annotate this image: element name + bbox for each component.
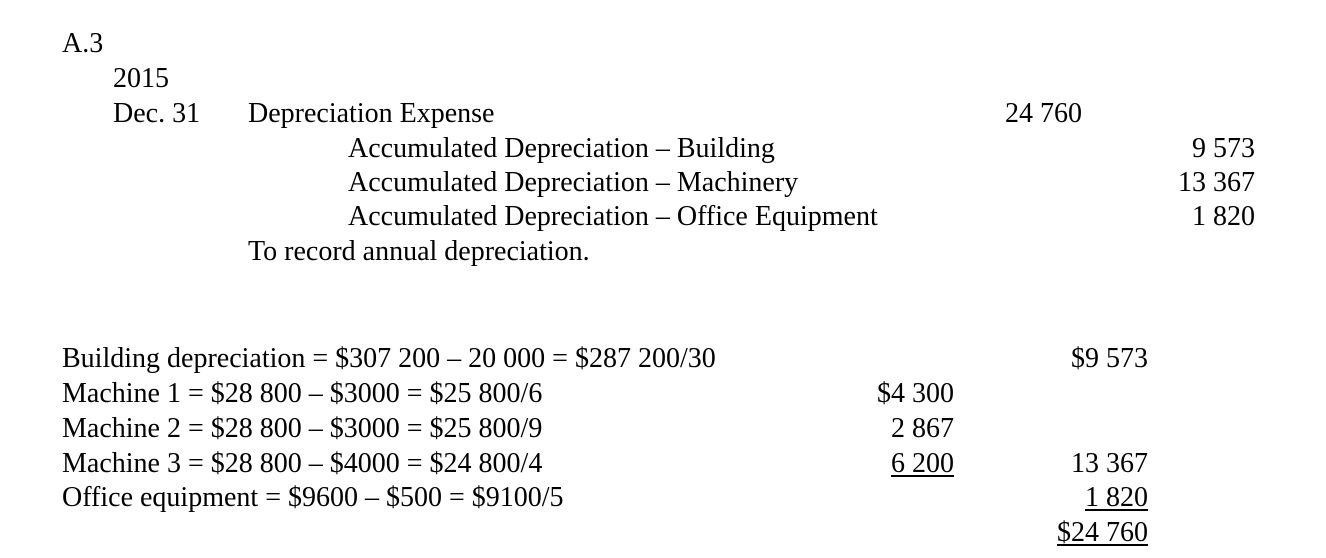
calc-label-machine-1: Machine 1 = $28 800 – $3000 = $25 800/6: [62, 378, 543, 409]
calc-sub-machine-3: [820, 450, 954, 478]
calc-total-office-equipment: [1000, 484, 1148, 512]
debit-account: Depreciation Expense: [248, 98, 495, 129]
calc-label-office-equipment: Office equipment = $9600 – $500 = $9100/5: [62, 482, 564, 513]
credit-account-machinery: Accumulated Depreciation – Machinery: [348, 167, 799, 198]
journal-year: 2015: [113, 63, 169, 94]
credit-amount-machinery: 13 367: [1178, 167, 1255, 198]
calc-sub-machine-3-value: 6 200: [891, 448, 954, 479]
calc-total-machinery: 13 367: [1071, 448, 1148, 479]
calc-label-machine-3: Machine 3 = $28 800 – $4000 = $24 800/4: [62, 448, 543, 479]
credit-account-office-equipment: Accumulated Depreciation – Office Equipment: [348, 201, 878, 232]
section-heading: A.3: [62, 28, 104, 59]
calc-label-building: Building depreciation = $307 200 – 20 000 = $287 200/30: [62, 343, 716, 374]
calc-sub-machine-1: $4 300: [877, 378, 954, 409]
journal-date: Dec. 31: [113, 98, 201, 129]
calc-grand-total-value: $24 760: [1057, 517, 1148, 548]
calc-label-machine-2: Machine 2 = $28 800 – $3000 = $25 800/9: [62, 413, 543, 444]
calc-grand-total: [1000, 519, 1148, 547]
credit-amount-office-equipment: 1 820: [1192, 201, 1255, 232]
calc-sub-machine-2: 2 867: [891, 413, 954, 444]
calc-total-office-equipment-value: 1 820: [1085, 482, 1148, 513]
calc-total-building: $9 573: [1071, 343, 1148, 374]
journal-explanation: To record annual depreciation.: [248, 236, 590, 267]
credit-amount-building: 9 573: [1192, 133, 1255, 164]
credit-account-building: Accumulated Depreciation – Building: [348, 133, 775, 164]
debit-amount: 24 760: [1005, 98, 1082, 129]
